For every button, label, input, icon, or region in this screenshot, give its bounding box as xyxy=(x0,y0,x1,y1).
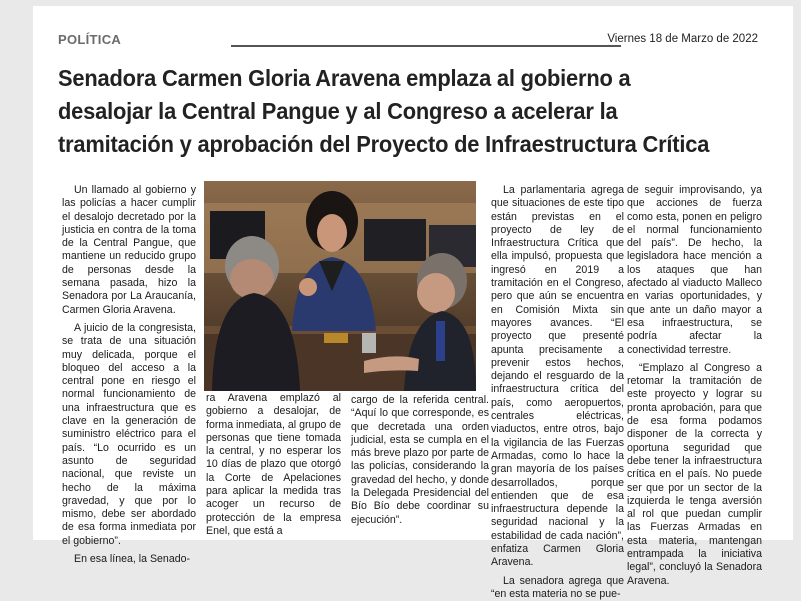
paragraph: de seguir improvisando, ya que acciones de fuerza como esta, ponen en peligro el normal funcionamiento del país”. De hecho, la legisladora hace mención a los ataques que han afectado al viaducto Malleco en varias oportunidades, y que ante un daño mayor a esa infraestructura, se podría afectar la conectividad terrestre. xyxy=(627,184,762,356)
article-column-1 xyxy=(62,184,196,566)
paragraph: “Emplazo al Congreso a retomar la tramitación de este proyecto y lograr su pronta aprobación, para que de esa forma podamos disponer de la correcta y oportuna seguridad que debe tener la infraestructura crítica en el país. No puede ser que por un sector de la izquierda le tenga aversión al rol que puedan cumplir las Fuerzas Armadas en esta materia, mantengan entrampada la iniciativa legal”, concluyó la Senadora Aravena. xyxy=(627,361,762,587)
article-column-4 xyxy=(627,184,762,588)
paragraph: A juicio de la congresista, se trata de una situación muy delicada, porque el bloqueo del acceso a la central pone en riesgo el normal funcionamiento de una infraestructura que es clave en la generación de suministro eléctrico para el país. “Lo ocurrido es un asunto de seguridad nacional, que reviste un hecho de la máxima gravedad, y que por lo mismo, debe ser abordado de esa forma inmediata por el gobierno”. xyxy=(62,321,196,547)
article-column-2b xyxy=(351,394,489,527)
page-header xyxy=(58,30,758,52)
headline-line: Senadora Carmen Gloria Aravena emplaza al gobierno a xyxy=(58,65,631,91)
header-rule xyxy=(231,45,621,47)
section-label: POLÍTICA xyxy=(58,32,122,47)
headline-line: desalojar la Central Pangue y al Congreso a acelerar la xyxy=(58,98,618,124)
publication-date: Viernes 18 de Marzo de 2022 xyxy=(607,33,758,45)
senate-chamber-photo xyxy=(204,181,476,391)
article-column-3 xyxy=(491,184,624,601)
article-headline xyxy=(58,62,723,161)
article-photo xyxy=(204,181,476,391)
paragraph: La parlamentaria agrega que situaciones de este tipo están previstas en el proyecto de ley de Infraestructura Crítica que ella impulsó, propuesta que ingresó en 2019 a tramitación en el Congreso, pero que aún se encuentra en Comisión Mixta sin mayores avances. “El proyecto que presenté apunta precisamente a prevenir estos hechos, dejando el resguardo de la infraestructura crítica del país, como aeropuertos, centrales eléctricas, viaductos, entre otros, bajo la vigilancia de las Fuerzas Armadas, como lo hace la gran mayoría de los países desarrollados, porque entienden que de esa infraestructura depende la seguridad nacional y la estabilidad de cada nación”, enfatiza Carmen Gloria Aravena. xyxy=(491,184,624,569)
paragraph: En esa línea, la Senado- xyxy=(74,553,191,566)
article-column-2a xyxy=(206,392,341,538)
headline-line: tramitación y aprobación del Proyecto de Infraestructura Crítica xyxy=(58,131,710,157)
newspaper-page xyxy=(33,6,793,600)
paragraph: La senadora agrega que “en esta materia no se pue- xyxy=(491,574,624,600)
paragraph: ra Aravena emplazó al gobierno a desalojar, de forma inmediata, al grupo de personas que tiene tomada la central, y no esperar los 10 días de plazo que otorgó la Corte de Apelaciones para aplicar la medida tras acoger un recurso de protección de la empresa Enel, que está a xyxy=(206,392,341,537)
paragraph: cargo de la referida central. “Aquí lo que corresponde, es que decretada una orden judicial, esta se cumpla en el más breve plazo por parte de las policías, considerando la gravedad del hecho, y donde la Delegada Presidencial del Bío Bío debe coordinar su ejecución”. xyxy=(351,394,489,526)
paragraph: Un llamado al gobierno y las policías a hacer cumplir el desalojo decretado por la justicia en contra de la toma de la Central Pangue, que mantiene un reducido grupo de personas desde la semana pasada, hizo la Senadora por La Araucanía, Carmen Gloria Aravena. xyxy=(62,184,196,316)
